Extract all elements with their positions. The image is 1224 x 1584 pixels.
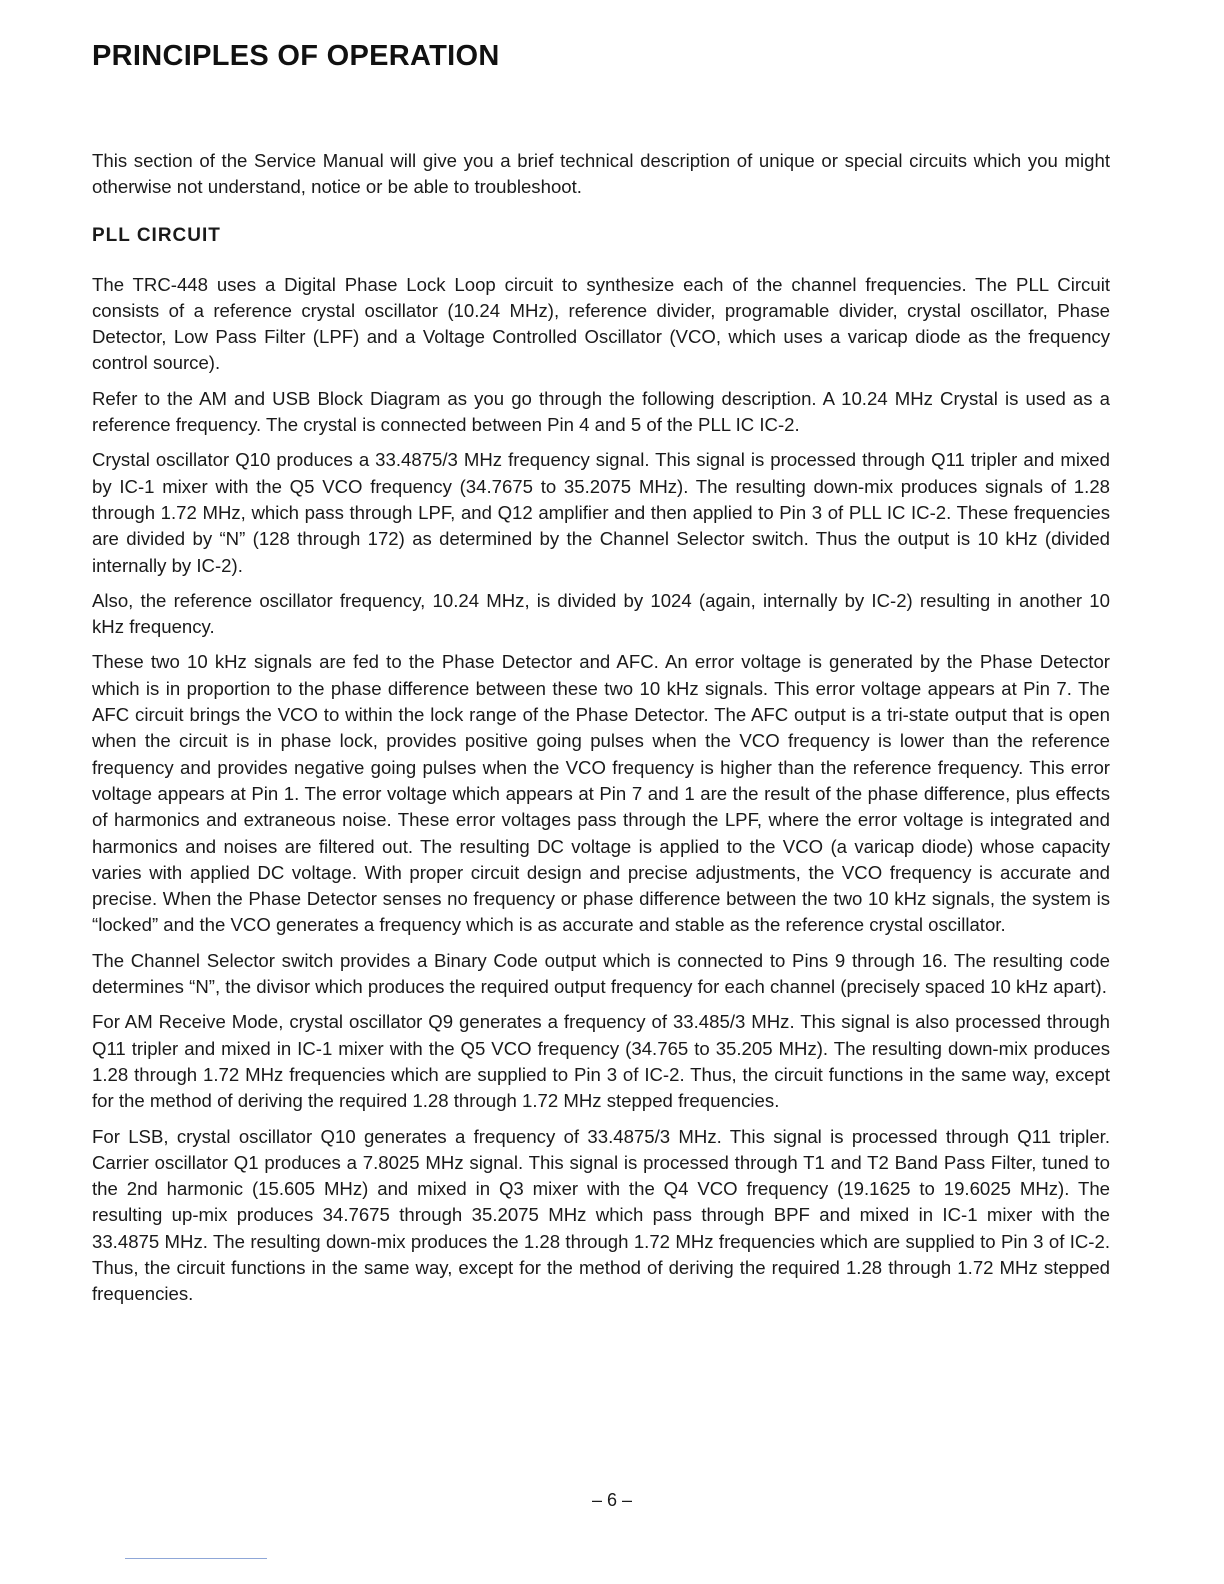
paragraph-lsb-mode: For LSB, crystal oscillator Q10 generates a frequency of 33.4875/3 MHz. This signal is processed through Q11 tripler. Carrier oscillator Q1 produces a 7.8025 MHz signal. This signal is processed through T1 and T2 Band Pass Filter, tuned to the 2nd harmonic (15.605 MHz) and mixed in Q3 mixer with the Q4 VCO frequency (19.1625 to 19.6025 MHz). The resulting up-mix produces 34.7675 through 35.2075 MHz which pass through BPF and mixed in IC-1 mixer with the 33.4875 MHz. The resulting down-mix produces the 1.28 through 1.72 MHz frequencies which are supplied to Pin 3 of IC-2. Thus, the circuit functions in the same way, except for the method of deriving the required 1.28 through 1.72 MHz stepped frequencies. [92,1125,1110,1305]
paragraph-am-receive-mode: For AM Receive Mode, crystal oscillator Q9 generates a frequency of 33.485/3 MHz. This signal is also processed through Q11 tripler and mixed in IC-1 mixer with the Q5 VCO frequency (34.765 to 35.205 MHz). The resulting down-mix produces 1.28 through 1.72 MHz frequencies which are supplied to Pin 3 of IC-2. Thus, the circuit functions in the same way, except for the method of deriving the required 1.28 through 1.72 MHz stepped frequencies. [92,1011,1110,1112]
paragraph-crystal-oscillator: Crystal oscillator Q10 produces a 33.4875/3 MHz frequency signal. This signal is processed through Q11 tripler and mixed by IC-1 mixer with the Q5 VCO frequency (34.7675 to 35.2075 MHz). The resulting down-mix produces signals of 1.28 through 1.72 MHz, which pass through LPF, and Q12 amplifier and then applied to Pin 3 of PLL IC IC-2. These frequencies are divided by “N” (128 through 172) as determined by the Channel Selector switch. Thus the output is 10 kHz (divided internally by IC-2). [92,449,1110,576]
bottom-rule-divider [125,1558,267,1559]
paragraph-reference-oscillator: Also, the reference oscillator frequency, 10.24 MHz, is divided by 1024 (again, internally by IC-2) resulting in another 10 kHz frequency. [92,589,1110,638]
paragraph-phase-detector: These two 10 kHz signals are fed to the Phase Detector and AFC. An error voltage is generated by the Phase Detector which is in proportion to the phase difference between these two 10 kHz signals. This error voltage appears at Pin 7. The AFC circuit brings the VCO to within the lock range of the Phase Detector. The AFC output is a tri-state output that is open when the circuit is in phase lock, provides positive going pulses when the VCO frequency is lower than the reference frequency and provides negative going pulses when the VCO frequency is higher than the reference frequency. This error voltage appears at Pin 1. The error voltage which appears at Pin 7 and 1 are the result of the phase difference, plus effects of harmonics and extraneous noise. These error voltages pass through the LPF, where the error voltage is integrated and harmonics and noises are filtered out. The resulting DC voltage is applied to the VCO (a varicap diode) whose capacity varies with applied DC voltage. With proper circuit design and precise adjustments, the VCO frequency is accurate and precise. When the Phase Detector senses no frequency or phase difference between the two 10 kHz signals, the system is “locked” and the VCO generates a frequency which is as accurate and stable as the reference crystal oscillator. [92,651,1110,936]
document-body [92,148,1110,1317]
intro-paragraph: This section of the Service Manual will give you a brief technical description of unique or special circuits which you might otherwise not understand, notice or be able to troubleshoot. [92,150,1110,198]
page-title: PRINCIPLES OF OPERATION [92,40,500,72]
section-heading-pll-circuit: PLL CIRCUIT [92,224,221,246]
page-number: – 6 – [591,1490,633,1510]
paragraph-block-diagram: Refer to the AM and USB Block Diagram as you go through the following description. A 10.24 MHz Crystal is used as a reference frequency. The crystal is connected between Pin 4 and 5 of the PLL IC IC-2. [92,387,1110,436]
paragraph-channel-selector: The Channel Selector switch provides a Binary Code output which is connected to Pins 9 through 16. The resulting code determines “N”, the divisor which produces the required output frequency for each channel (precisely spaced 10 kHz apart). [92,949,1110,998]
paragraph-pll-overview: The TRC-448 uses a Digital Phase Lock Loop circuit to synthesize each of the channel frequencies. The PLL Circuit consists of a reference crystal oscillator (10.24 MHz), reference divider, programable divider, crystal oscillator, Phase Detector, Low Pass Filter (LPF) and a Voltage Controlled Oscillator (VCO, which uses a varicap diode as the frequency control source). [92,273,1110,374]
